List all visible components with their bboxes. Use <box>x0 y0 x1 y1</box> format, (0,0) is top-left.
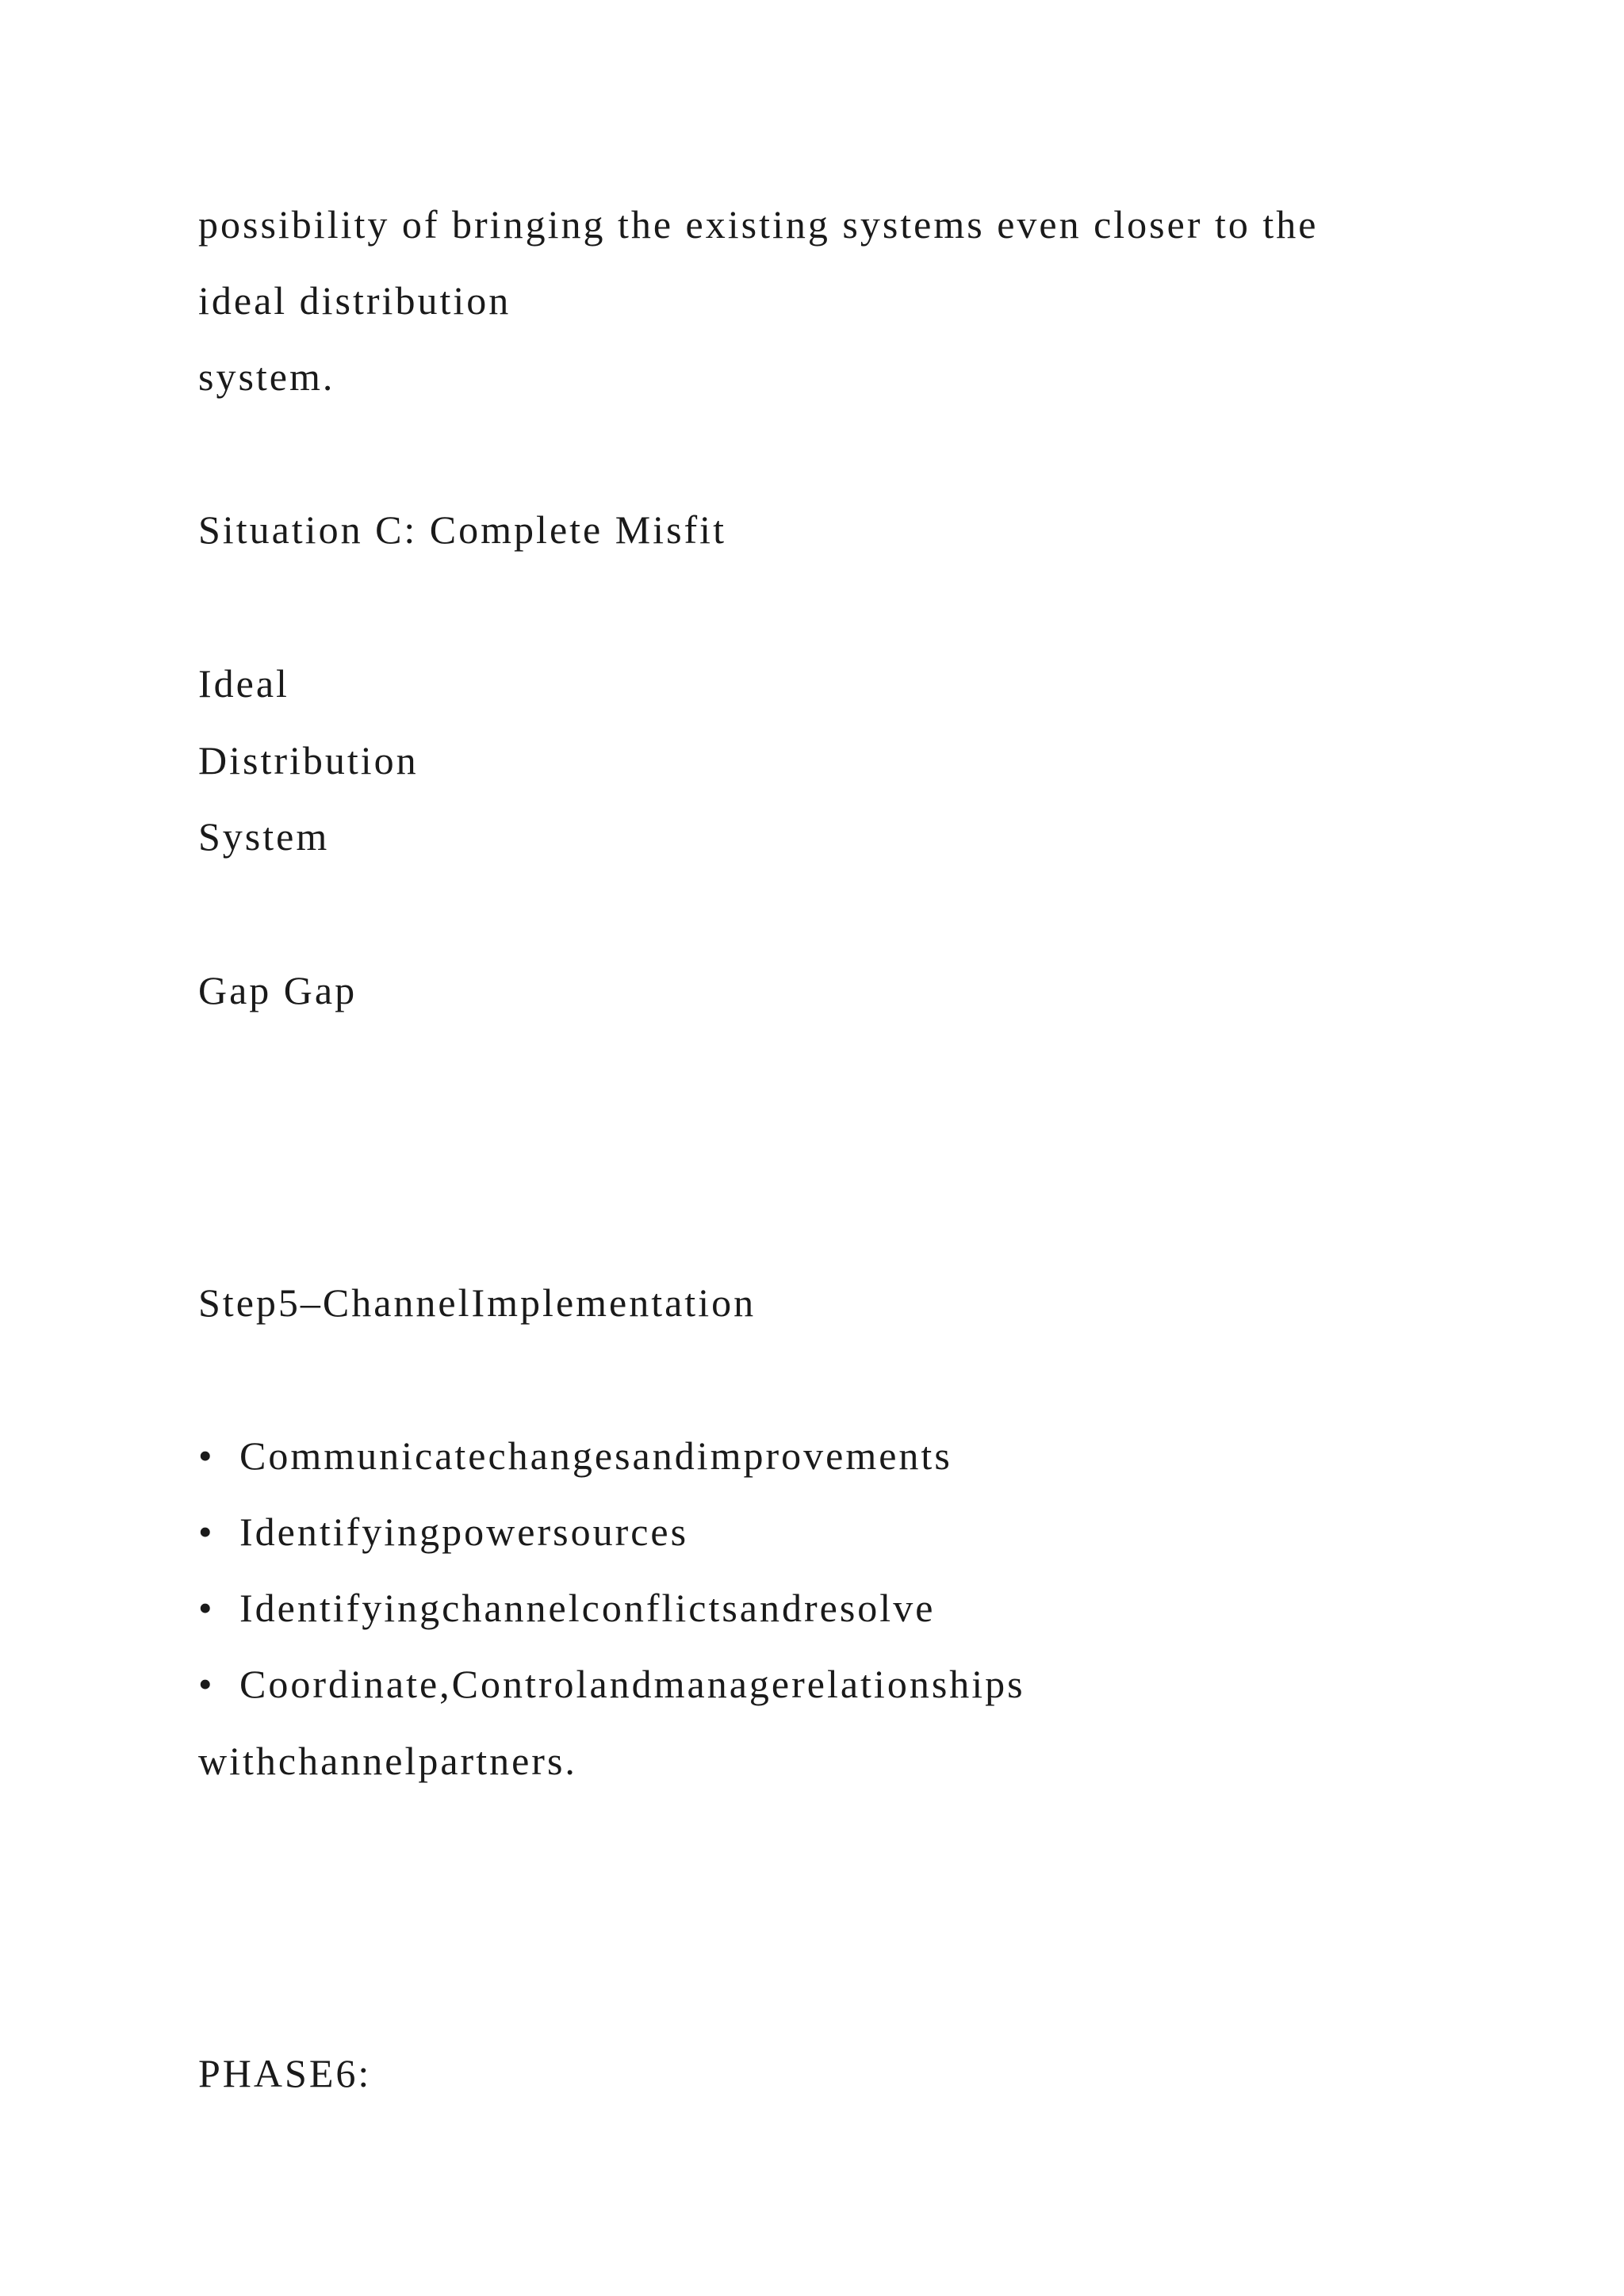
bullet-text: Identifyingchannelconflictsandresolve <box>239 1586 936 1630</box>
bullet-text: Coordinate,Controlandmanagerelationships <box>239 1662 1025 1706</box>
paragraph-line-2: ideal distribution <box>198 278 511 323</box>
bullet-continuation: withchannelpartners. <box>198 1739 577 1783</box>
bullet-item <box>198 1588 935 1628</box>
phase-heading: PHASE6: <box>198 2051 372 2095</box>
diagram-label-distribution: Distribution <box>198 738 419 783</box>
paragraph-line-3: system. <box>198 354 335 399</box>
bullet-text: Identifyingpowersources <box>239 1510 689 1554</box>
step-heading: Step5–ChannelImplementation <box>198 1280 756 1325</box>
bullet-item <box>198 1664 1025 1704</box>
bullet-text: Communicatechangesandimprovements <box>239 1433 952 1478</box>
diagram-label-ideal: Ideal <box>198 661 289 706</box>
bullet-icon: • <box>198 1586 215 1630</box>
gap-label: Gap Gap <box>198 968 358 1012</box>
bullet-item <box>198 1433 952 1478</box>
bullet-icon: • <box>198 1510 215 1554</box>
bullet-item <box>198 1512 688 1552</box>
situation-heading: Situation C: Complete Misfit <box>198 507 726 552</box>
bullet-icon: • <box>198 1433 215 1478</box>
bullet-icon: • <box>198 1662 215 1706</box>
diagram-label-system: System <box>198 814 330 859</box>
paragraph-line-1: possibility of bringing the existing systems even closer to the <box>198 202 1319 247</box>
